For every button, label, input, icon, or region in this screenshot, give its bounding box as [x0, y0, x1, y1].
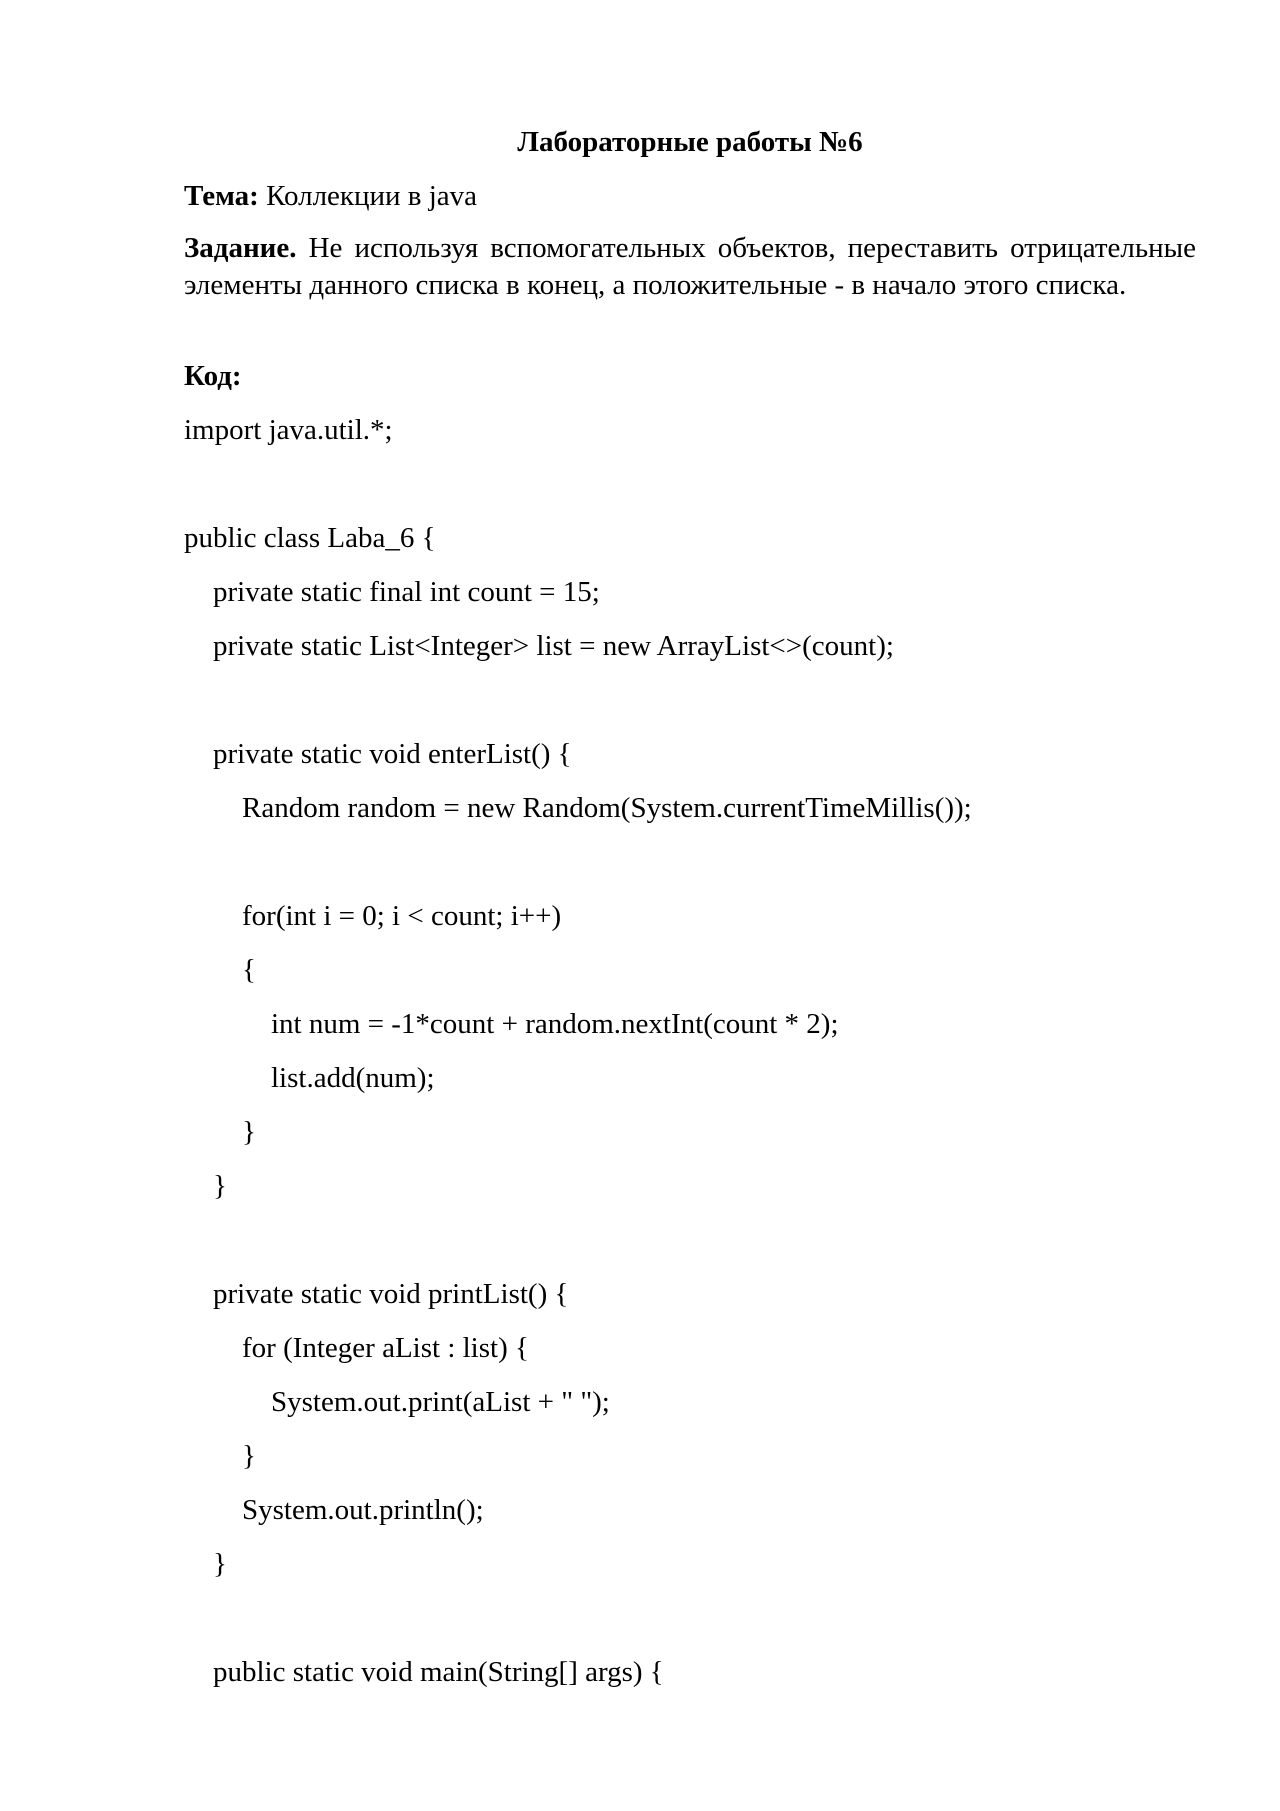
code-line: System.out.println();: [184, 1494, 484, 1526]
code-line: [184, 1598, 1196, 1652]
code-line: private static void enterList() {: [184, 738, 572, 770]
task-paragraph: [184, 230, 1196, 304]
code-label: Код:: [184, 360, 242, 392]
code-line: public static void main(String[] args) {: [184, 1656, 664, 1688]
code-line: for (Integer aList : list) {: [184, 1332, 529, 1364]
code-line: private static void printList() {: [184, 1278, 569, 1310]
task-text: Не используя вспомогательных объектов, переставить отрицательные элементы данного списка в конец, а положительные - в начало этого списка.: [184, 232, 1196, 301]
document-title: Лабораторные работы №6: [517, 126, 863, 158]
code-line: [184, 464, 1196, 518]
topic-label: Тема:: [184, 180, 259, 212]
code-line: [184, 842, 1196, 896]
code-line: import java.util.*;: [184, 414, 393, 446]
code-line: {: [184, 954, 256, 986]
code-line: }: [184, 1116, 256, 1148]
code-line: }: [184, 1440, 256, 1472]
topic-value: Коллекции в java: [258, 180, 478, 212]
code-line: [184, 680, 1196, 734]
code-line: System.out.print(aList + " ");: [184, 1386, 610, 1418]
code-line: list.add(num);: [184, 1062, 435, 1094]
code-block: [184, 410, 1196, 1706]
code-line: }: [184, 1170, 227, 1202]
topic-line: [184, 176, 477, 216]
code-line: int num = -1*count + random.nextInt(count * 2);: [184, 1008, 839, 1040]
task-label: Задание.: [184, 232, 297, 264]
code-line: [184, 1220, 1196, 1274]
code-line: public class Laba_6 {: [184, 522, 436, 554]
code-line: Random random = new Random(System.currentTimeMillis());: [184, 792, 972, 824]
code-line: private static final int count = 15;: [184, 576, 600, 608]
code-line: private static List<Integer> list = new ArrayList<>(count);: [184, 630, 894, 662]
code-line: }: [184, 1548, 227, 1580]
code-line: for(int i = 0; i < count; i++): [184, 900, 562, 932]
